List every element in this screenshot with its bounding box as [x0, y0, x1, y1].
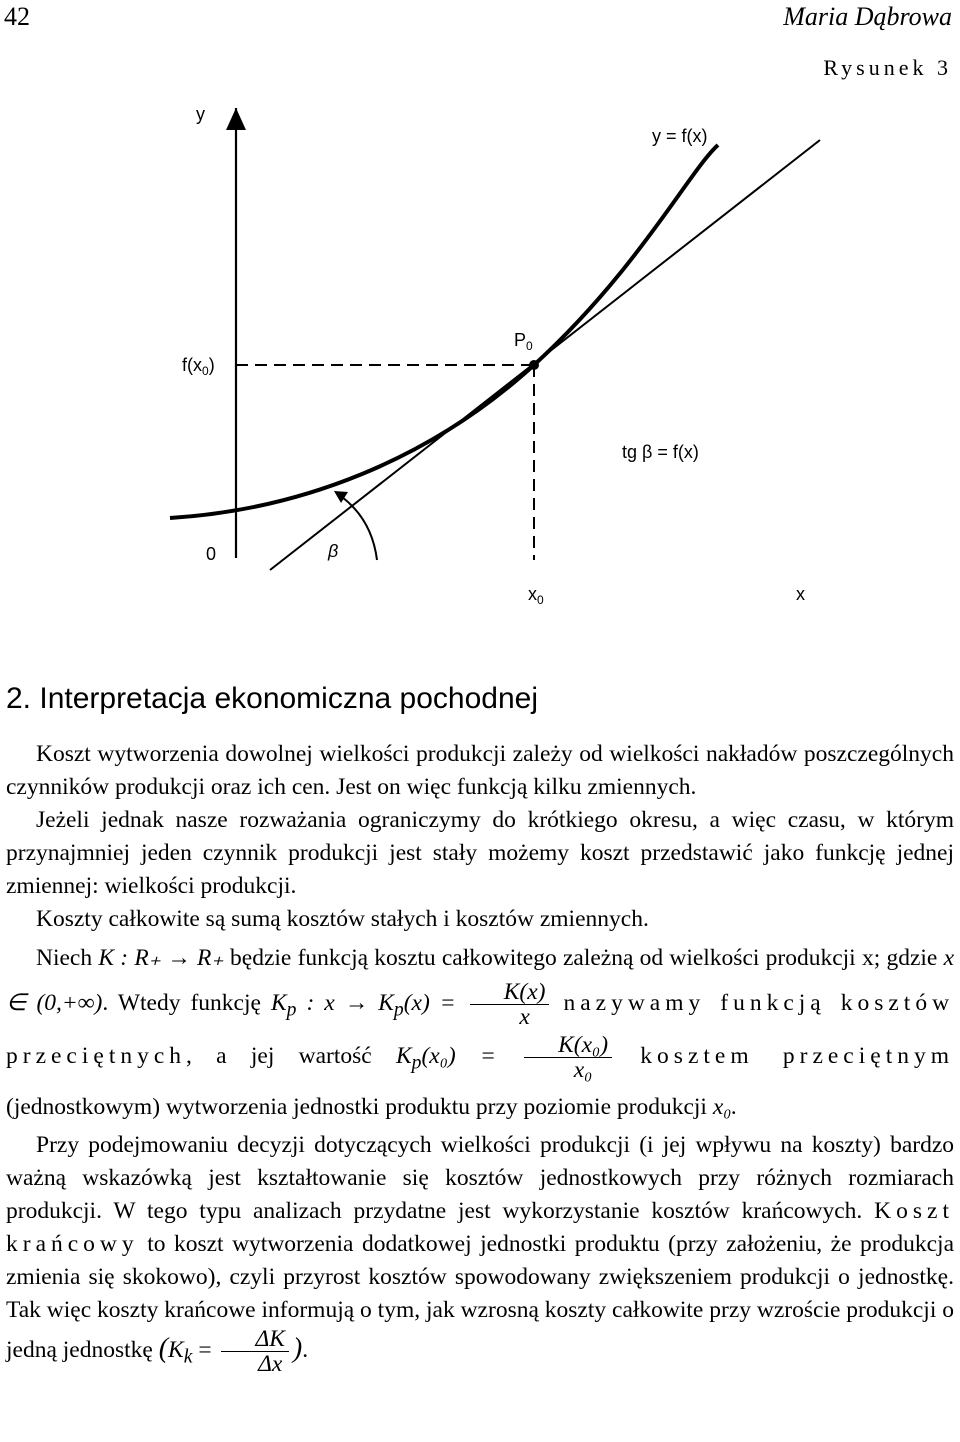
fraction-average-cost: $\frac{K(x)}{x}$ — [470, 980, 550, 1029]
p0-label: $P_0$ — [514, 330, 533, 353]
paragraph-4: Niech K : R₊ → R₊ będzie funkcją kosztu całkowitego zależną od wielkości produkcji x; gdzie x ∈ (0,+∞). Wtedy funkcję $K_p$ : $x \to K_p(x)$ = $\frac{K(x)}{x}$ nazywamy funkcją kosztów przeciętnych, a jej wartość $K_p(x_0)$ = $\frac{\text{K(x₀)}}{\text{x₀}}$ kosztem przeciętnym (jednostkowym) wytworzenia jednostki produktu przy poziomie produkcji x₀. — [6, 945, 955, 1121]
math-domain: x ∈ (0,+∞) — [6, 945, 955, 1016]
section-title: 2. Interpretacja ekonomiczna pochodnej — [6, 682, 539, 715]
paragraph-3: Koszty całkowite są sumą kosztów stałych i kosztów zmiennych. — [36, 906, 649, 932]
x0-label: $x_0$ — [528, 584, 544, 607]
tangent-label: tg β = f(x) — [622, 442, 699, 462]
point-p0 — [529, 360, 539, 370]
math-mapping: K : R₊ → R₊ — [98, 945, 224, 971]
origin-label: 0 — [206, 544, 217, 564]
paragraph-5: Przy podejmowaniu decyzji dotyczących wielkości produkcji (i jej wpływu na koszty) bardzo ważną wskazówką jest kształtowanie się kosztów jednostkowych przy różnych rozmiarach produkcji. W tego typu analizach przydatne jest wykorzystanie kosztów krańcowych. Koszt krańcowy to koszt wytworzenia dodatkowej jednostki produktu (przy założeniu, że produkcja zmienia się skokowo), czyli przyrost kosztów spowodowany zwiększeniem produkcji o jednostkę. Tak więc koszty krańcowe informują o tym, jak wzrosną koszty całkowite przy wzroście produkcji o jedną jednostkę ($K_k$ = $\frac{\Delta K}{\Delta x}$ ). — [6, 1132, 954, 1378]
paragraph-1: Koszt wytworzenia dowolnej wielkości produkcji zależy od wielkości nakładów poszczególnych czynników produkcji oraz ich cen. Jest on więc funkcją kilku zmiennych. — [6, 741, 954, 800]
running-header-author: Maria Dąbrowa — [783, 2, 952, 31]
x-axis-label: x — [796, 584, 805, 604]
term-marginal-cost: Koszt krańcowy — [6, 1198, 954, 1258]
tangent-diagram — [0, 90, 960, 650]
fraction-marginal-cost: $\frac{\Delta K}{\Delta x}$ — [221, 1327, 288, 1376]
fraction-average-cost-x0: $\frac{\text{K(x₀)}}{\text{x₀}}$ — [524, 1033, 612, 1082]
body-text — [6, 738, 954, 1376]
y-axis-arrow — [226, 108, 246, 130]
y-axis-label: y — [196, 104, 205, 124]
curve-label: y = f(x) — [652, 126, 708, 146]
page-number: 42 — [4, 2, 30, 31]
fx0-label: $f(x_0)$ — [182, 355, 215, 378]
figure-label: Rysunek 3 — [823, 55, 952, 80]
beta-label: β — [328, 541, 339, 561]
angle-arc — [342, 497, 377, 560]
curve-fx — [170, 145, 718, 518]
paragraph-2: Jeżeli jednak nasze rozważania ograniczymy do krótkiego okresu, a więc czasu, w którym przynajmniej jeden czynnik produkcji jest stały możemy koszt przedstawić jako funkcję jednej zmiennej: wielkości produkcji. — [6, 807, 954, 899]
